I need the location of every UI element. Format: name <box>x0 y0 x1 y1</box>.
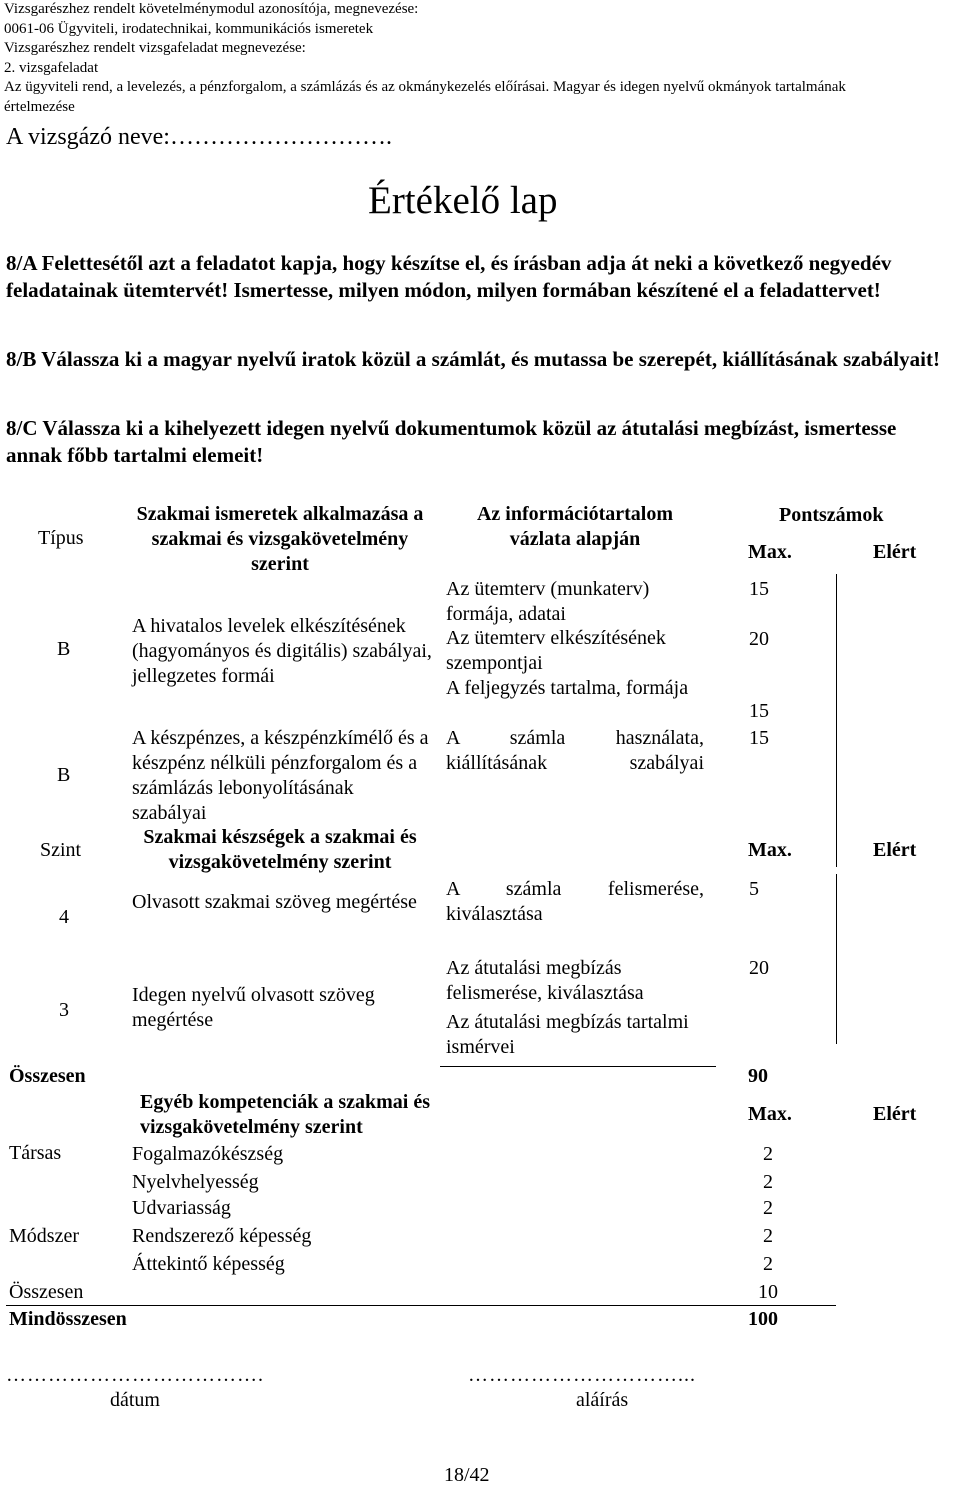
task-8a: 8/A Felettesétől azt a feladatot kapja, hogy készítse el, és írásban adja át neki a következő negyedév feladatainak ütemtervét! Ismertesse, milyen módon, milyen formában készítené el a feladattervet! <box>6 251 892 302</box>
col-header-achieved: Elért <box>873 839 917 861</box>
row-info: Az ütemterv elkészítésének szempontjai <box>446 627 666 674</box>
task-8b: 8/B Válassza ki a magyar nyelvű iratok közül a számlát, és mutassa be szerepét, kiállításának szabályait! <box>6 347 940 371</box>
row-level: 4 <box>59 906 69 928</box>
max-score: 2 <box>763 1253 773 1275</box>
row-description: Olvasott szakmai szöveg megértése <box>132 891 417 913</box>
col-header-info: Az információtartalom vázlata alapján <box>476 503 674 550</box>
row-level: 3 <box>59 999 69 1021</box>
table-rule <box>836 874 837 1044</box>
col-header-points: Pontszámok <box>779 504 884 526</box>
row-info: A számla felismerése, kiválasztása <box>446 878 704 925</box>
max-score: 15 <box>749 578 769 600</box>
max-score: 2 <box>763 1143 773 1165</box>
competency-item: Áttekintő képesség <box>132 1253 285 1275</box>
max-score: 2 <box>763 1197 773 1219</box>
col-header-skills: Szakmai készségek a szakmai és vizsgakövetelmény szerint <box>143 826 417 873</box>
max-score: 20 <box>749 957 769 979</box>
signature-dotted-line: …………………………... <box>468 1364 696 1386</box>
row-info: Az átutalási megbízás tartalmi ismérvei <box>446 1011 689 1058</box>
col-header-max: Max. <box>748 541 792 563</box>
col-header-max: Max. <box>748 1103 792 1125</box>
table-rule <box>440 1066 716 1067</box>
page-number: 18/42 <box>444 1464 490 1486</box>
max-score: 15 <box>749 700 769 722</box>
max-score: 2 <box>763 1171 773 1193</box>
row-info: A számla használata, kiállításának szabályai <box>446 727 704 774</box>
row-description: Idegen nyelvű olvasott szöveg megértése <box>132 984 375 1031</box>
row-info: Az átutalási megbízás felismerése, kiválasztása <box>446 957 644 1004</box>
table-rule <box>836 574 837 867</box>
date-dotted-line: ………………………………. <box>6 1364 264 1386</box>
max-score: 20 <box>749 628 769 650</box>
grand-total-label: Mindösszesen <box>9 1308 127 1330</box>
examinee-name-line: A vizsgázó neve:………………………. <box>6 124 392 150</box>
subtotal-value: 10 <box>758 1281 778 1303</box>
document-header <box>4 0 954 118</box>
subtotal-label: Összesen <box>9 1065 86 1087</box>
competency-item: Nyelvhelyesség <box>132 1171 259 1193</box>
grand-total-value: 100 <box>748 1308 778 1330</box>
col-header-knowledge: Szakmai ismeretek alkalmazása a szakmai és vizsgakövetelmény szerint <box>136 503 424 575</box>
header-line: Vizsgarészhez rendelt vizsgafeladat megnevezése: <box>4 40 306 57</box>
header-line: 2. vizsgafeladat <box>4 59 99 76</box>
max-score: 15 <box>749 727 769 749</box>
signature-label: aláírás <box>576 1389 629 1411</box>
row-description: A hivatalos levelek elkészítésének (hagyományos és digitális) szabályai, jellegzetes formái <box>132 615 432 687</box>
row-type: B <box>57 764 71 786</box>
header-line: Az ügyviteli rend, a levelezés, a pénzforgalom, a számlázás és az okmánykezelés előírásai. Magyar és idegen nyelvű okmányok tartalmának <box>4 79 846 96</box>
page-title: Értékelő lap <box>368 179 558 222</box>
header-line: Vizsgarészhez rendelt követelménymodul azonosítója, megnevezése: <box>4 1 419 17</box>
task-8c: 8/C Válassza ki a kihelyezett idegen nyelvű dokumentumok közül az átutalási megbízást, ismertesse annak főbb tartalmi elemeit! <box>6 416 897 467</box>
row-info: A feljegyzés tartalma, formája <box>446 677 689 699</box>
col-header-achieved: Elért <box>873 1103 917 1125</box>
competency-group-label: Módszer <box>9 1225 79 1247</box>
row-type: B <box>57 638 71 660</box>
col-header-achieved: Elért <box>873 541 917 563</box>
competency-item: Udvariasság <box>132 1197 231 1219</box>
row-info: Az ütemterv (munkaterv) formája, adatai <box>446 578 650 625</box>
row-description: A készpénzes, a készpénzkímélő és a készpénz nélküli pénzforgalom és a számlázás lebonyolításának szabályai <box>132 727 429 824</box>
header-line: értelmezése <box>4 98 75 115</box>
competency-item: Rendszerező képesség <box>132 1225 312 1247</box>
date-label: dátum <box>110 1389 160 1411</box>
subtotal-value: 90 <box>748 1065 768 1087</box>
max-score: 5 <box>749 878 759 900</box>
competency-group-label: Társas <box>9 1142 62 1164</box>
table-rule <box>6 1305 836 1306</box>
max-score: 2 <box>763 1225 773 1247</box>
competency-item: Fogalmazókészség <box>132 1143 284 1165</box>
col-header-other-competencies: Egyéb kompetenciák a szakmai és vizsgakövetelmény szerint <box>140 1091 430 1138</box>
subtotal-label: Összesen <box>9 1281 84 1303</box>
col-header-type: Típus <box>38 527 84 549</box>
header-line: 0061-06 Ügyviteli, irodatechnikai, kommunikációs ismeretek <box>4 20 374 37</box>
col-header-max: Max. <box>748 839 792 861</box>
col-header-level: Szint <box>40 839 82 861</box>
